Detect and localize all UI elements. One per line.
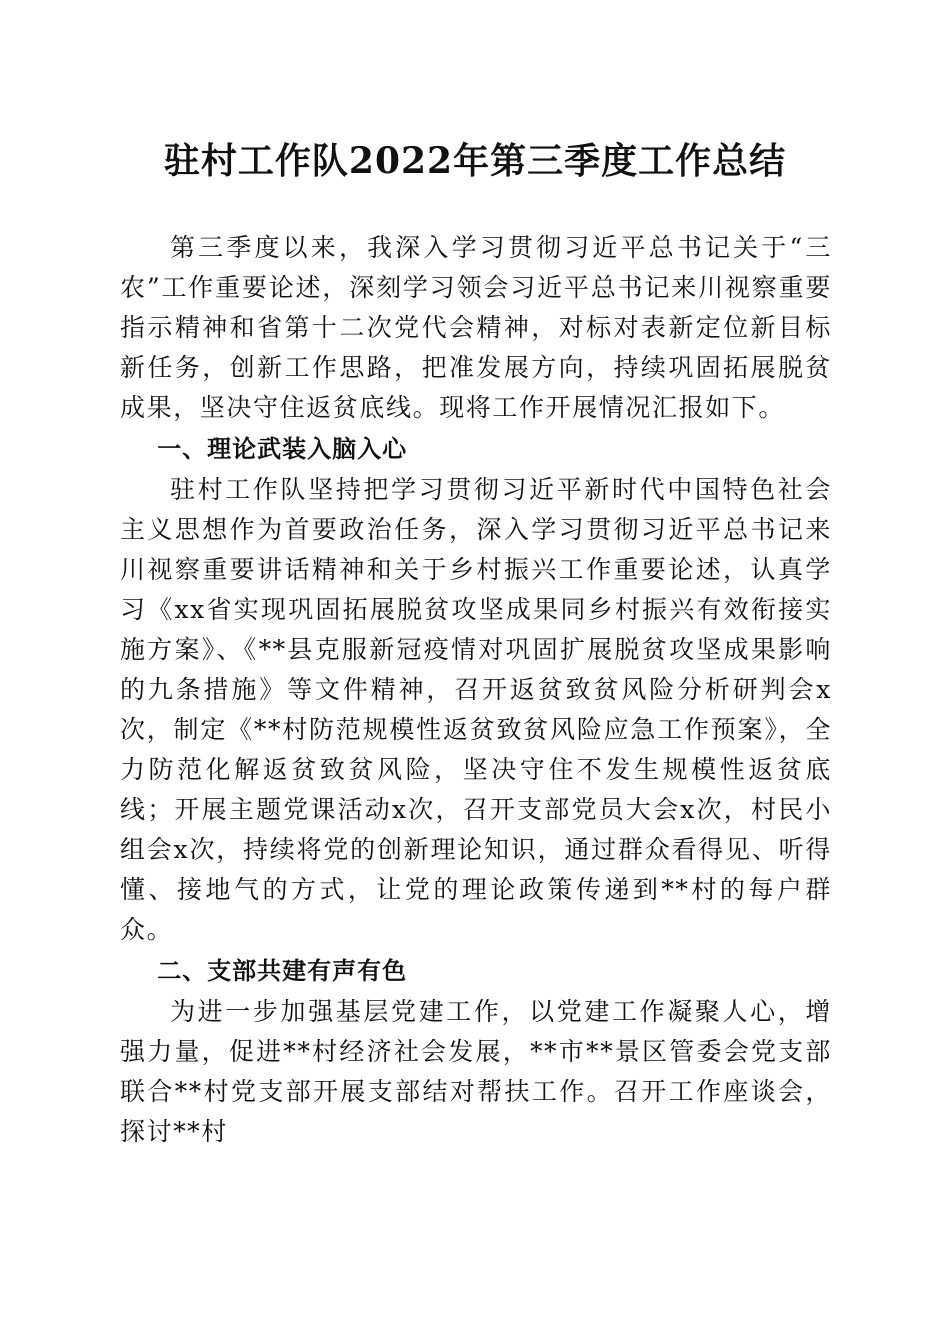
- section-heading-theory: 一、理论武装入脑入心: [157, 435, 408, 463]
- section-theory: [120, 430, 832, 950]
- document-body: [120, 228, 832, 1152]
- section-body-branch: 为进一步加强基层党建工作，以党建工作凝聚人心，增强力量，促进**村经济社会发展，**市**景区管委会党支部联合**村党支部开展支部结对帮扶工作。召开工作座谈会，探讨**村: [120, 997, 832, 1146]
- section-body-theory: 驻村工作队坚持把学习贯彻习近平新时代中国特色社会主义思想作为首要政治任务，深入学习贯彻习近平总书记来川视察重要讲话精神和关于乡村振兴工作重要论述，认真学习《xx省实现巩固拓展脱贫攻坚成果同乡村振兴有效衔接实施方案》、《**县克服新冠疫情对巩固扩展脱贫攻坚成果影响的九条措施》等文件精神，召开返贫致贫风险分析研判会x次，制定《**村防范规模性返贫致贫风险应急工作预案》，全力防范化解返贫致贫风险，坚决守住不发生规模性返贫底线；开展主题党课活动x次，召开支部党员大会x次，村民小组会x次，持续将党的创新理论知识，通过群众看得见、听得懂、接地气的方式，让党的理论政策传递到**村的每户群众。: [120, 475, 832, 944]
- intro-paragraph: 第三季度以来，我深入学习贯彻习近平总书记关于“三农”工作重要论述，深刻学习领会习近平总书记来川视察重要指示精神和省第十二次党代会精神，对标对表新定位新目标新任务，创新工作思路，把准发展方向，持续巩固拓展脱贫成果，坚决守住返贫底线。现将工作开展情况汇报如下。: [120, 233, 832, 422]
- section-branch: [120, 952, 832, 1152]
- section-heading-branch: 二、支部共建有声有色: [157, 957, 408, 985]
- document-title: 驻村工作队2022年第三季度工作总结: [163, 140, 787, 182]
